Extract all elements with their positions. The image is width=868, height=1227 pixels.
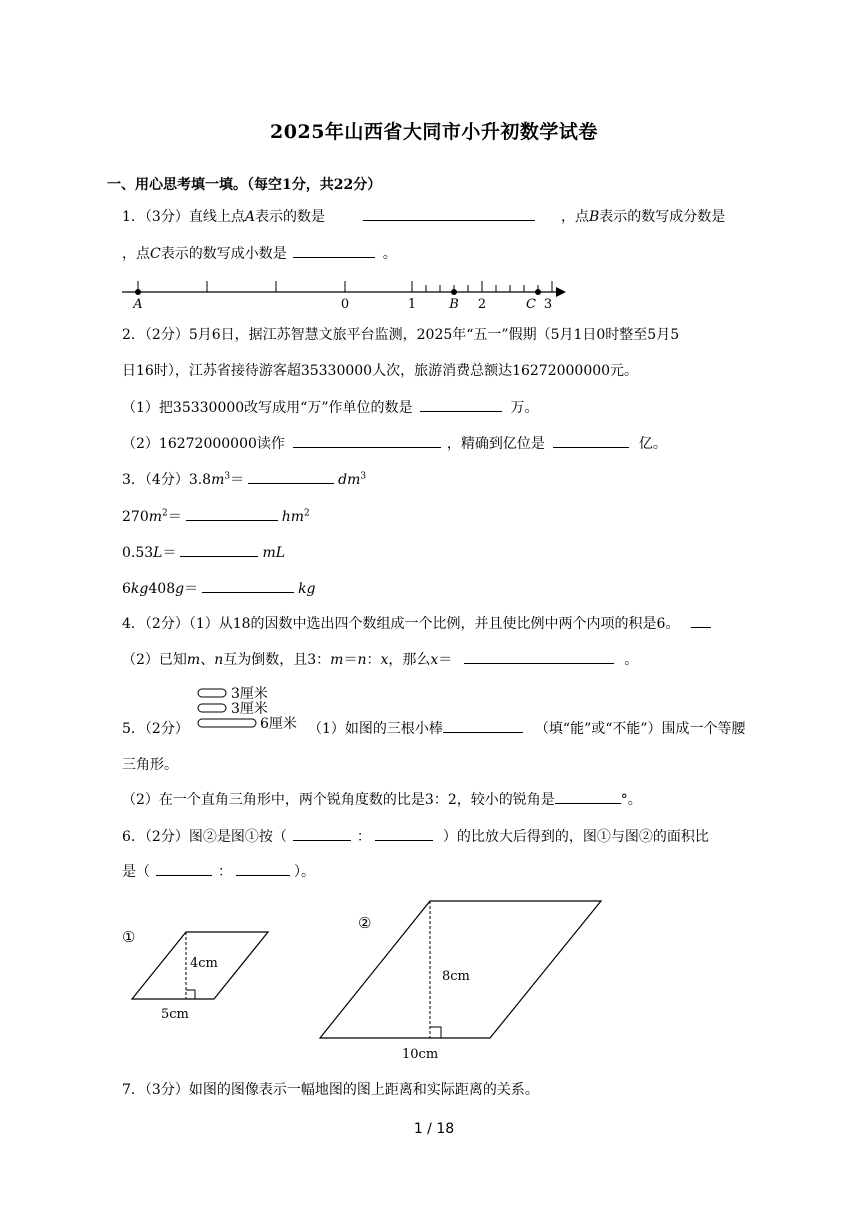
question-4-line-1: 4．（2分）（1）从18的因数中选出四个数组成一个比例，并且使比例中两个内项的积是6。	[122, 614, 711, 634]
question-6-line-1: 6．（2分）图②是图①按（ ： ）的比放大后得到的，图①与图②的面积比	[122, 829, 709, 845]
tick-label: A	[133, 297, 143, 312]
question-3-line-3: 0.53L＝ mL	[122, 545, 286, 561]
question-2-line-2: 日16时），江苏省接待游客超35330000人次，旅游消费总额达16272000000元。	[122, 363, 639, 379]
tick-label: 2	[477, 297, 487, 312]
answer-blank[interactable]	[443, 720, 523, 733]
question-5-line-1: 5．（2分）	[122, 721, 189, 737]
answer-blank[interactable]	[293, 245, 375, 258]
tick-label: 1	[407, 297, 417, 312]
question-2-part-1: （1）把35330000改写成用“万”作单位的数是 万。	[122, 400, 539, 416]
answer-blank[interactable]	[180, 544, 258, 557]
arrow-icon	[556, 287, 566, 297]
answer-blank[interactable]	[186, 508, 278, 521]
parallelogram-figure-2	[316, 896, 608, 1066]
question-6-line-2: 是（ ： ）。	[122, 864, 315, 880]
tick-label: 0	[340, 297, 350, 312]
question-7-line-1: 7．（3分）如图的图像表示一幅地图的图上距离和实际距离的关系。	[122, 1082, 539, 1098]
answer-blank[interactable]	[555, 791, 621, 804]
answer-blank[interactable]	[691, 615, 711, 628]
answer-blank[interactable]	[420, 399, 502, 412]
question-2-line-1: 2．（2分）5月6日，据江苏智慧文旅平台监测，2025年“五一”假期（5月1日0时整至5月5	[122, 327, 680, 343]
tick-label: B	[449, 297, 459, 312]
point-c	[535, 289, 541, 295]
height-label: 4cm	[190, 956, 218, 971]
point-b	[451, 289, 457, 295]
answer-blank[interactable]	[553, 435, 629, 448]
parallelogram-figure-1	[118, 922, 278, 1026]
answer-blank[interactable]	[293, 435, 441, 448]
question-3-line-4: 6kg408g＝ kg	[122, 581, 316, 597]
answer-blank[interactable]	[202, 580, 294, 593]
question-2-part-2: （2）16272000000读作 ，精确到亿位是 亿。	[122, 436, 667, 452]
sticks-figure	[194, 684, 306, 734]
point-a	[135, 289, 141, 295]
answer-blank[interactable]	[248, 471, 334, 484]
question-1-line-1: 1．（3分）直线上点A表示的数是 ，点B表示的数写成分数是	[122, 209, 726, 225]
base-label: 10cm	[402, 1047, 439, 1062]
question-5-line-3: （2）在一个直角三角形中，两个锐角度数的比是3：2，较小的锐角是 °。	[122, 792, 642, 808]
stick-label: 3厘米	[231, 686, 268, 702]
tick-label: C	[526, 297, 536, 312]
question-4-line-2: （2）已知m、n互为倒数，且3：m＝n：x，那么x＝ 。	[122, 652, 639, 668]
base-label: 5cm	[161, 1007, 189, 1022]
figure-mark: ①	[122, 928, 136, 946]
question-3-line-1: 3．（4分）$3.8m^3= dm^3$	[122, 471, 367, 488]
question-3-line-2: $270m^2= hm^2$	[122, 508, 310, 525]
answer-blank[interactable]	[363, 208, 535, 221]
question-5-line-1b: （1）如图的三根小棒 （填“能”或“不能”）围成一个等腰	[308, 721, 746, 737]
page-number: 1 / 18	[413, 1121, 455, 1137]
answer-blank[interactable]	[293, 828, 351, 841]
height-label: 8cm	[442, 969, 470, 984]
tick-label: 3	[543, 297, 553, 312]
page-title: 2025年山西省大同市小升初数学试卷	[270, 121, 598, 143]
stick-label: 6厘米	[260, 716, 297, 732]
question-1-line-2: ，点C表示的数写成小数是 。	[122, 246, 397, 262]
stick-label: 3厘米	[231, 701, 268, 717]
answer-blank[interactable]	[464, 651, 614, 664]
answer-blank[interactable]	[236, 863, 290, 876]
section-title: 一、用心思考填一填。（每空1分，共22分）	[107, 177, 382, 193]
answer-blank[interactable]	[375, 828, 433, 841]
question-5-line-2: 三角形。	[122, 757, 178, 773]
answer-blank[interactable]	[156, 863, 212, 876]
figure-mark: ②	[358, 914, 372, 932]
number-line	[118, 276, 578, 312]
